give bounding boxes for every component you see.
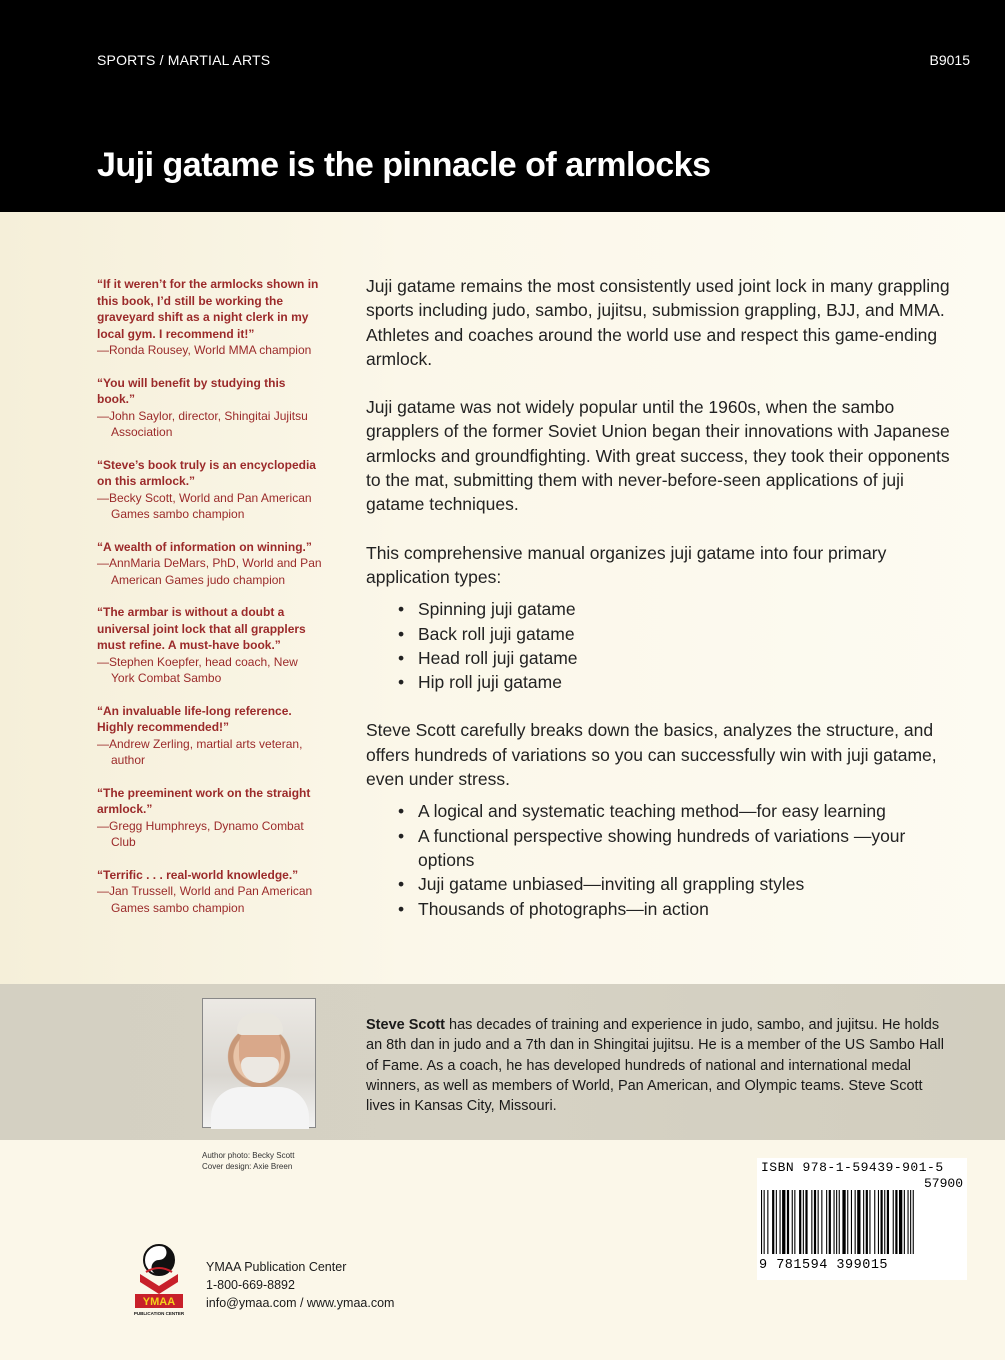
headline: Juji gatame is the pinnacle of armlocks (97, 146, 711, 184)
author-name: Steve Scott (366, 1017, 445, 1033)
list-item: • Hip roll juji gatame (398, 670, 956, 694)
quote-item (97, 703, 322, 769)
barcode-bars-icon (759, 1190, 965, 1256)
publisher-phone: 1-800-669-8892 (206, 1278, 295, 1292)
book-code: B9015 (929, 52, 970, 68)
quote-attribution: —Ronda Rousey, World MMA champion (97, 343, 312, 357)
quote-attribution: —Andrew Zerling, martial arts veteran, author (97, 736, 303, 767)
author-bio (366, 1015, 946, 1116)
list-item: • Back roll juji gatame (398, 622, 956, 646)
quote-text: “The preeminent work on the straight armlock.” (97, 785, 311, 816)
photo-credit: Author photo: Becky Scott (202, 1151, 295, 1160)
quote-attribution: —AnnMaria DeMars, PhD, World and Pan American Games judo champion (97, 556, 322, 587)
quote-item (97, 604, 322, 687)
logo-subtext: PUBLICATION CENTER (133, 1311, 185, 1316)
author-photo (202, 998, 316, 1128)
quote-item (97, 785, 322, 851)
quote-item (97, 867, 322, 917)
ean-number: 9 781594 399015 (759, 1258, 889, 1273)
design-credit: Cover design: Axie Breen (202, 1161, 293, 1171)
header-band (0, 0, 1005, 212)
ymaa-logo-icon (132, 1242, 186, 1318)
quote-attribution: —Stephen Koepfer, head coach, New York Combat Sambo (97, 654, 298, 685)
list-item: • Head roll juji gatame (398, 646, 956, 670)
list-item: • Spinning juji gatame (398, 597, 956, 621)
quote-text: “The armbar is without a doubt a universal joint lock that all grapplers must refine. A must-have book.” (97, 605, 306, 652)
quote-item (97, 457, 322, 523)
publisher-contact: info@ymaa.com / www.ymaa.com (206, 1296, 395, 1310)
intro-paragraph: Juji gatame remains the most consistently used joint lock in many grappling sports including judo, sambo, jujitsu, submission grappling, BJJ, and MMA. Athletes and coaches around the world use and respect this game-ending armlock. (366, 276, 950, 369)
logo-text: YMAA (142, 1296, 176, 1308)
list-item: • A logical and systematic teaching method—for easy learning (398, 799, 956, 823)
price-code: 57900 (923, 1176, 963, 1191)
author-breakdown-paragraph: Steve Scott carefully breaks down the basics, analyzes the structure, and offers hundreds of variations so you can successfully win with juji gatame, even under stress. (366, 720, 937, 790)
quote-attribution: —John Saylor, director, Shingitai Jujitsu Association (97, 408, 308, 439)
features-list (398, 799, 956, 920)
publisher-name: YMAA Publication Center (206, 1260, 347, 1274)
quote-text: “Steve’s book truly is an encyclopedia on this armlock.” (97, 457, 316, 488)
list-item: • Juji gatame unbiased—inviting all grappling styles (398, 872, 956, 896)
cover-credits (202, 1151, 295, 1172)
main-description (366, 274, 956, 945)
list-item: • Thousands of photographs—in action (398, 897, 956, 921)
category-label: SPORTS / MARTIAL ARTS (97, 52, 271, 68)
isbn-barcode (757, 1158, 967, 1280)
quote-item (97, 276, 322, 359)
quote-text: “You will benefit by studying this book.” (97, 375, 286, 406)
publisher-info (206, 1258, 394, 1312)
quote-text: “A wealth of information on winning.” (97, 539, 312, 554)
list-item: • A functional perspective showing hundreds of variations —your options (398, 824, 956, 873)
quote-item (97, 539, 322, 589)
quote-text: “Terrific . . . real-world knowledge.” (97, 867, 299, 882)
quote-text: “If it weren’t for the armlocks shown in this book, I’d still be working the graveyard shift as a night clerk in my local gym. I recommend it!” (97, 277, 319, 341)
isbn-text: ISBN 978-1-59439-901-5 (761, 1160, 944, 1175)
endorsement-quotes (97, 276, 322, 932)
quote-text: “An invaluable life-long reference. Highly recommended!” (97, 703, 292, 734)
quote-attribution: —Gregg Humphreys, Dynamo Combat Club (97, 818, 304, 849)
history-paragraph: Juji gatame was not widely popular until the 1960s, when the sambo grapplers of the former Soviet Union began their innovations with Japanese armlocks and groundfighting. With great success, they took their opponents to the mat, submitting them with never-before-seen applications of juji gatame techniques. (366, 397, 950, 515)
application-types-list (398, 597, 956, 694)
quote-attribution: —Jan Trussell, World and Pan American Games sambo champion (97, 884, 313, 915)
manual-paragraph: This comprehensive manual organizes juji gatame into four primary application types: (366, 542, 887, 587)
author-bio-text: has decades of training and experience in judo, sambo, and jujitsu. He holds an 8th dan in judo and a 7th dan in Shingitai jujitsu. He is a member of the US Sambo Hall of Fame. As a coach, he has developed hundreds of national and international medal winners, as well as members of World, Pan American, and Olympic teams. Steve Scott lives in Kansas City, Missouri. (366, 1017, 944, 1115)
quote-attribution: —Becky Scott, World and Pan American Games sambo champion (97, 490, 312, 521)
quote-item (97, 375, 322, 441)
